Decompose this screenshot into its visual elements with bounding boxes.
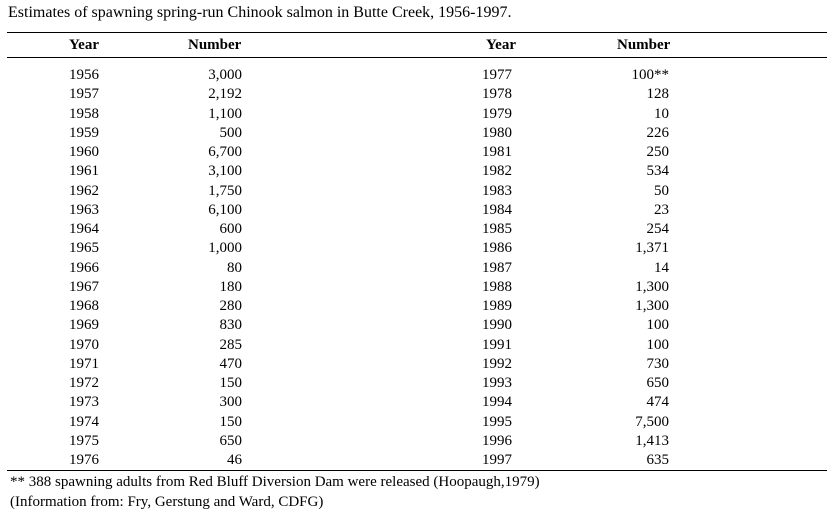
year-cell: 1993 bbox=[482, 375, 512, 391]
number-cell: 534 bbox=[646, 163, 669, 180]
year-cell: 1968 bbox=[69, 298, 99, 314]
number-cell: 300 bbox=[219, 394, 242, 411]
number-cell: 100 bbox=[646, 336, 669, 353]
year-cell: 1982 bbox=[482, 163, 512, 180]
number-cell: 730 bbox=[646, 355, 669, 372]
number-cell: 254 bbox=[646, 221, 669, 237]
number-cell: 180 bbox=[219, 278, 242, 295]
year-cell: 1972 bbox=[69, 375, 99, 391]
year-cell: 1985 bbox=[482, 221, 512, 237]
number-column-right bbox=[590, 66, 669, 470]
number-cell: 150 bbox=[219, 375, 242, 391]
number-cell: 1,300 bbox=[635, 278, 669, 295]
number-cell: 2,192 bbox=[208, 86, 242, 103]
year-cell: 1974 bbox=[69, 413, 99, 430]
year-cell: 1986 bbox=[482, 240, 512, 257]
number-cell: 285 bbox=[219, 336, 242, 353]
year-cell: 1967 bbox=[69, 278, 99, 295]
header-year-right: Year bbox=[486, 37, 516, 53]
number-cell: 150 bbox=[219, 413, 242, 430]
number-cell: 100** bbox=[631, 67, 669, 83]
number-cell: 1,000 bbox=[208, 240, 242, 257]
year-cell: 1980 bbox=[482, 124, 512, 141]
number-cell: 23 bbox=[654, 201, 669, 218]
year-cell: 1965 bbox=[69, 240, 99, 257]
year-cell: 1958 bbox=[69, 105, 99, 122]
year-cell: 1987 bbox=[482, 259, 512, 276]
number-cell: 3,000 bbox=[208, 67, 242, 83]
number-cell: 128 bbox=[646, 86, 669, 103]
year-column-right bbox=[482, 66, 542, 470]
year-cell: 1983 bbox=[482, 182, 512, 199]
year-cell: 1961 bbox=[69, 163, 99, 180]
year-cell: 1991 bbox=[482, 336, 512, 353]
year-cell: 1970 bbox=[69, 336, 99, 353]
table-caption: Estimates of spawning spring-run Chinook salmon in Butte Creek, 1956-1997. bbox=[8, 4, 512, 21]
number-cell: 46 bbox=[227, 452, 242, 468]
year-cell: 1992 bbox=[482, 355, 512, 372]
header-number-left: Number bbox=[188, 37, 242, 53]
number-cell: 470 bbox=[219, 355, 242, 372]
number-cell: 500 bbox=[219, 124, 242, 141]
header-bottom-rule bbox=[7, 57, 827, 58]
year-cell: 1969 bbox=[69, 317, 99, 334]
year-cell: 1956 bbox=[69, 67, 99, 83]
year-column-left bbox=[69, 66, 129, 470]
number-cell: 6,700 bbox=[208, 144, 242, 160]
year-cell: 1995 bbox=[482, 413, 512, 430]
year-cell: 1971 bbox=[69, 355, 99, 372]
year-cell: 1984 bbox=[482, 201, 512, 218]
header-number-right: Number bbox=[617, 37, 671, 53]
year-cell: 1959 bbox=[69, 124, 99, 141]
table-top-rule bbox=[7, 32, 827, 33]
number-cell: 50 bbox=[654, 182, 669, 199]
number-cell: 3,100 bbox=[208, 163, 242, 180]
year-cell: 1973 bbox=[69, 394, 99, 411]
year-cell: 1996 bbox=[482, 432, 512, 449]
number-column-left bbox=[160, 66, 242, 470]
year-cell: 1964 bbox=[69, 221, 99, 237]
number-cell: 10 bbox=[654, 105, 669, 122]
number-cell: 650 bbox=[219, 432, 242, 449]
number-cell: 650 bbox=[646, 375, 669, 391]
footnote: ** 388 spawning adults from Red Bluff Diversion Dam were released (Hoopaugh,1979) bbox=[10, 474, 540, 490]
number-cell: 1,100 bbox=[208, 105, 242, 122]
year-cell: 1966 bbox=[69, 259, 99, 276]
year-cell: 1988 bbox=[482, 278, 512, 295]
source-note: (Information from: Fry, Gerstung and Ward, CDFG) bbox=[10, 494, 324, 510]
number-cell: 80 bbox=[227, 259, 242, 276]
year-cell: 1963 bbox=[69, 201, 99, 218]
number-cell: 100 bbox=[646, 317, 669, 334]
number-cell: 1,750 bbox=[208, 182, 242, 199]
number-cell: 14 bbox=[654, 259, 669, 276]
year-cell: 1979 bbox=[482, 105, 512, 122]
table-bottom-rule bbox=[7, 470, 827, 471]
number-cell: 474 bbox=[646, 394, 669, 411]
year-cell: 1981 bbox=[482, 144, 512, 160]
number-cell: 1,300 bbox=[635, 298, 669, 314]
year-cell: 1975 bbox=[69, 432, 99, 449]
number-cell: 635 bbox=[646, 452, 669, 468]
number-cell: 7,500 bbox=[635, 413, 669, 430]
year-cell: 1962 bbox=[69, 182, 99, 199]
year-cell: 1977 bbox=[482, 67, 512, 83]
year-cell: 1989 bbox=[482, 298, 512, 314]
year-cell: 1957 bbox=[69, 86, 99, 103]
year-cell: 1990 bbox=[482, 317, 512, 334]
year-cell: 1978 bbox=[482, 86, 512, 103]
number-cell: 1,371 bbox=[635, 240, 669, 257]
number-cell: 280 bbox=[219, 298, 242, 314]
year-cell: 1994 bbox=[482, 394, 512, 411]
year-cell: 1997 bbox=[482, 452, 512, 468]
number-cell: 600 bbox=[219, 221, 242, 237]
year-cell: 1976 bbox=[69, 452, 99, 468]
header-year-left: Year bbox=[69, 37, 99, 53]
number-cell: 6,100 bbox=[208, 201, 242, 218]
number-cell: 830 bbox=[219, 317, 242, 334]
number-cell: 1,413 bbox=[635, 432, 669, 449]
number-cell: 226 bbox=[646, 124, 669, 141]
number-cell: 250 bbox=[646, 144, 669, 160]
year-cell: 1960 bbox=[69, 144, 99, 160]
